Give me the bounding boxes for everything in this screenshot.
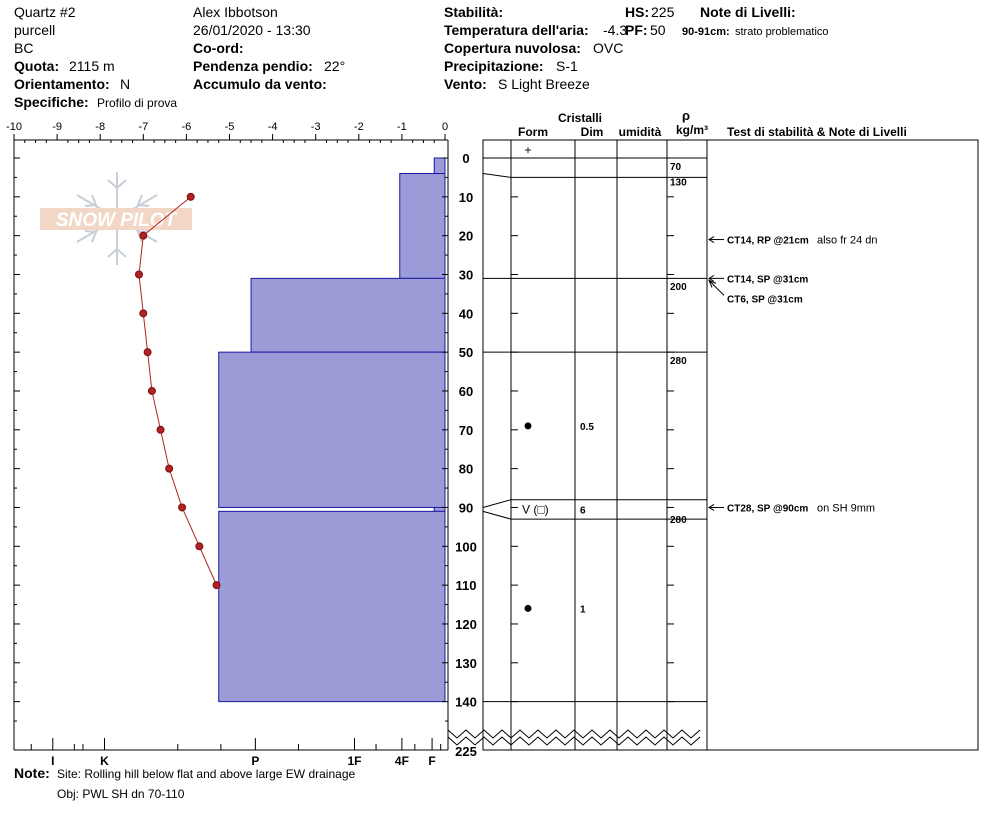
temp-tick-label: -1 <box>397 121 407 133</box>
temp-tick-label: 0 <box>441 121 449 133</box>
temperature-point <box>179 504 186 511</box>
notes-obj: Obj: PWL SH dn 70-110 <box>57 787 185 801</box>
temperature-point <box>144 349 151 356</box>
depth-label: 120 <box>455 616 477 632</box>
hardness-tick-label: F <box>428 754 436 768</box>
hardness-tick-label: 4F <box>394 754 409 768</box>
watermark-text: SNOW PILOT <box>55 210 177 231</box>
crystal-cells <box>522 143 594 615</box>
table-headers <box>518 108 907 139</box>
depth-break-label: 225 <box>455 744 477 759</box>
test-label: CT14, RP @21cm <box>727 235 809 247</box>
hardness-axis-ticks <box>31 738 440 768</box>
temperature-point <box>148 387 155 394</box>
notes-label: Note: <box>14 765 50 781</box>
header <box>14 4 829 110</box>
layer-table <box>448 108 978 750</box>
hardness-bar <box>434 507 445 511</box>
rounded-grain-icon <box>525 422 532 429</box>
specifics-label: Specifiche: <box>14 94 89 110</box>
density-symbol-header: ρ <box>681 108 691 123</box>
density-unit-header: kg/m³ <box>675 123 709 137</box>
depth-label: 140 <box>455 694 477 710</box>
test-note: on SH 9mm <box>817 502 876 515</box>
density-value: 130 <box>670 177 687 189</box>
moisture-header: umidità <box>618 125 662 139</box>
temp-tick-label: -2 <box>353 121 364 133</box>
form-header: Form <box>518 125 548 139</box>
density-value: 200 <box>670 282 687 294</box>
area-name: purcell <box>14 22 56 38</box>
test-label: CT28, SP @90cm <box>727 503 809 515</box>
temp-tick-label: -3 <box>310 121 321 133</box>
hardness-tick-label: P <box>251 754 260 768</box>
depth-label: 50 <box>458 345 474 361</box>
temperature-point <box>196 543 203 550</box>
depth-break-zigzag <box>448 730 700 745</box>
coord-label: Co-ord: <box>193 40 244 56</box>
specifics-value: Profilo di prova <box>97 96 178 110</box>
hardness-tick-label: I <box>51 754 55 768</box>
temperature-profile <box>135 193 220 588</box>
wind-label: Vento: <box>444 76 487 92</box>
temperature-point <box>213 582 220 589</box>
layer-notes-title: Note di Livelli: <box>700 4 796 20</box>
elevation-value: 2115 m <box>69 58 115 74</box>
pf-label: PF: <box>625 22 648 38</box>
depth-label: 10 <box>458 189 474 205</box>
tests-header: Test di stabilità & Note di Livelli <box>727 125 907 139</box>
crystal-dim: 1 <box>580 604 586 616</box>
air-temp-label: Temperatura dell'aria: <box>444 22 589 38</box>
temp-tick-label: -6 <box>181 121 192 133</box>
layer-note-text: strato problematico <box>735 26 829 38</box>
test-leader-line <box>709 280 724 295</box>
rounded-grain-icon <box>525 605 532 612</box>
hardness-bar <box>251 278 445 352</box>
depth-label: 100 <box>455 539 477 555</box>
test-note: also fr 24 dn <box>817 234 878 247</box>
elevation-label: Quota: <box>14 58 60 74</box>
depth-label: 60 <box>458 383 474 399</box>
depth-label: 80 <box>458 461 474 477</box>
wind-value: S Light Breeze <box>498 76 590 92</box>
temperature-point <box>140 310 147 317</box>
aspect-value: N <box>120 76 131 92</box>
density-cells <box>670 162 687 526</box>
hardness-tick-label: K <box>100 754 109 768</box>
observation-datetime: 26/01/2020 - 13:30 <box>193 22 311 38</box>
precip-value: S-1 <box>556 58 578 74</box>
stability-test-cells <box>709 235 878 515</box>
region-name: BC <box>14 40 34 56</box>
crystal-dim: 6 <box>580 505 586 517</box>
temperature-point <box>187 193 194 200</box>
depth-axis-labels <box>455 151 477 710</box>
temperature-point <box>135 271 142 278</box>
hs-value: 225 <box>651 4 675 20</box>
temp-tick-label: -5 <box>224 121 235 133</box>
notes-site: Site: Rolling hill below flat and above large EW drainage <box>57 767 356 781</box>
layer-connector <box>483 174 511 178</box>
cloud-value: OVC <box>593 40 624 56</box>
temperature-hardness-plot <box>6 121 448 768</box>
precip-label: Precipitazione: <box>444 58 544 74</box>
wind-load-label: Accumulo da vento: <box>193 76 327 92</box>
density-value: 70 <box>670 161 682 173</box>
test-label: CT14, SP @31cm <box>727 274 809 286</box>
observer-name: Alex Ibbotson <box>193 4 278 20</box>
hardness-bar <box>219 352 445 507</box>
crystals-header: Cristalli <box>557 111 603 125</box>
notes <box>14 765 355 801</box>
density-value: 280 <box>670 515 687 527</box>
hardness-bar <box>400 174 445 279</box>
layer-connector <box>483 511 511 519</box>
table-frame <box>483 140 978 750</box>
temp-axis-ticks <box>6 121 448 140</box>
hardness-bar <box>434 158 445 174</box>
dim-header: Dim <box>580 125 604 139</box>
temp-tick-label: -7 <box>138 121 149 133</box>
depth-label: 40 <box>458 306 474 322</box>
temperature-point <box>166 465 173 472</box>
slope-label: Pendenza pendio: <box>193 58 313 74</box>
snowpilot-watermark <box>40 172 192 265</box>
depth-label: 30 <box>458 267 474 283</box>
cloud-label: Copertura nuvolosa: <box>444 40 581 56</box>
table-depth-ticks <box>511 197 674 702</box>
depth-label: 20 <box>458 228 474 244</box>
crystal-dim: 0.5 <box>580 421 594 433</box>
depth-label: 110 <box>455 578 477 594</box>
crystal-form: + <box>524 143 532 157</box>
depth-label: 70 <box>458 422 474 438</box>
temperature-point <box>157 426 164 433</box>
layer-connector <box>483 500 511 508</box>
aspect-label: Orientamento: <box>14 76 110 92</box>
temp-tick-label: -8 <box>95 121 106 133</box>
depth-label: 130 <box>455 655 477 671</box>
test-label: CT6, SP @31cm <box>727 294 803 306</box>
temperature-point <box>140 232 147 239</box>
depth-label: 90 <box>458 500 474 516</box>
temp-tick-label: -9 <box>52 121 62 133</box>
depth-label: 0 <box>462 151 470 166</box>
hardness-bar <box>219 511 445 701</box>
hs-label: HS: <box>625 4 650 20</box>
site-name: Quartz #2 <box>14 4 76 20</box>
temp-tick-label: -4 <box>267 121 278 133</box>
density-value: 280 <box>670 355 687 367</box>
pf-value: 50 <box>650 22 666 38</box>
hardness-bars <box>219 158 445 702</box>
hardness-tick-label: 1F <box>347 754 362 768</box>
stability-label: Stabilità: <box>444 4 504 20</box>
layer-note-range: 90-91cm: <box>682 26 730 38</box>
crystal-form: V (□) <box>522 502 549 517</box>
temp-tick-label: -10 <box>6 121 22 133</box>
air-temp-value: -4.3 <box>603 22 628 38</box>
slope-value: 22° <box>324 58 346 74</box>
